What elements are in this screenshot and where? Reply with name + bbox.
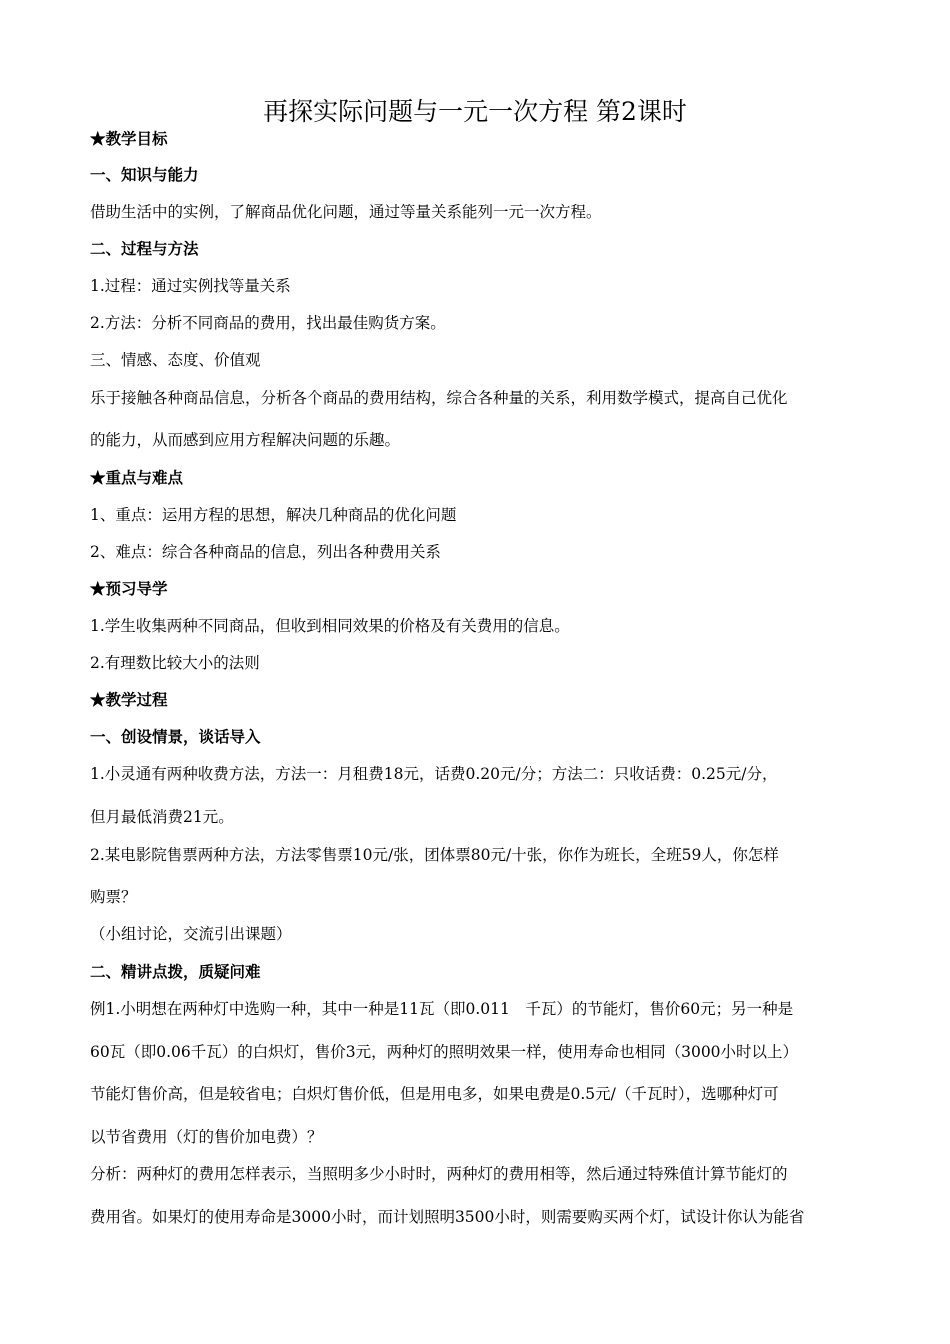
paragraph-line: 节能灯售价高，但是较省电；白炽灯售价低，但是用电多，如果电费是0.5元/（千瓦时），选哪种灯可 (90, 1085, 779, 1103)
subheading-knowledge: 一、知识与能力 (90, 165, 199, 184)
list-item: 2.方法：分析不同商品的费用，找出最佳购货方案。 (90, 314, 446, 332)
paragraph-line: 1.小灵通有两种收费方法，方法一：月租费18元，话费0.20元/分；方法二：只收话费：0.25元/分， (90, 765, 778, 783)
section-heading-objectives: ★教学目标 (90, 129, 168, 148)
paragraph-line: 但月最低消费21元。 (90, 808, 234, 826)
subheading-attitude: 三、情感、态度、价值观 (90, 351, 261, 369)
section-heading-keypoints: ★重点与难点 (90, 468, 184, 487)
section-heading-preview: ★预习导学 (90, 579, 168, 598)
paragraph-line: 2.某电影院售票两种方法，方法零售票10元/张，团体票80元/十张，你作为班长，全班59人，你怎样 (90, 846, 779, 864)
list-item: 2、难点：综合各种商品的信息，列出各种费用关系 (90, 543, 441, 561)
subheading-intro: 一、创设情景，谈话导入 (90, 727, 261, 746)
list-item: 1.过程：通过实例找等量关系 (90, 277, 291, 295)
subheading-explain: 二、精讲点拨，质疑问难 (90, 962, 261, 981)
list-item: 2.有理数比较大小的法则 (90, 654, 260, 672)
list-item: 1.学生收集两种不同商品，但收到相同效果的价格及有关费用的信息。 (90, 617, 570, 635)
list-item: 1、重点：运用方程的思想，解决几种商品的优化问题 (90, 506, 457, 524)
paragraph-line: 60瓦（即0.06千瓦）的白炽灯，售价3元，两种灯的照明效果一样，使用寿命也相同（3000小时以上） (90, 1043, 799, 1061)
paragraph-line: 以节省费用（灯的售价加电费）？ (90, 1128, 323, 1146)
document-title: 再探实际问题与一元一次方程 第2课时 (263, 97, 687, 126)
subheading-process: 二、过程与方法 (90, 239, 199, 258)
paragraph-line: （小组讨论，交流引出课题） (90, 925, 292, 943)
paragraph-line: 费用省。如果灯的使用寿命是3000小时，而计划照明3500小时，则需要购买两个灯，试设计你认为能省 (90, 1208, 805, 1226)
paragraph-line: 例1.小明想在两种灯中选购一种，其中一种是11瓦（即0.011 千瓦）的节能灯，售价60元；另一种是 (90, 1000, 794, 1018)
section-heading-process: ★教学过程 (90, 690, 168, 709)
paragraph-line: 分析：两种灯的费用怎样表示，当照明多少小时时，两种灯的费用相等，然后通过特殊值计算节能灯的 (90, 1165, 788, 1183)
paragraph-line: 的能力，从而感到应用方程解决问题的乐趣。 (90, 431, 401, 449)
paragraph: 借助生活中的实例，了解商品优化问题，通过等量关系能列一元一次方程。 (90, 203, 602, 221)
paragraph-line: 购票？ (90, 888, 137, 906)
paragraph-line: 乐于接触各种商品信息，分析各个商品的费用结构，综合各种量的关系，利用数学模式，提高自己优化 (90, 389, 788, 407)
